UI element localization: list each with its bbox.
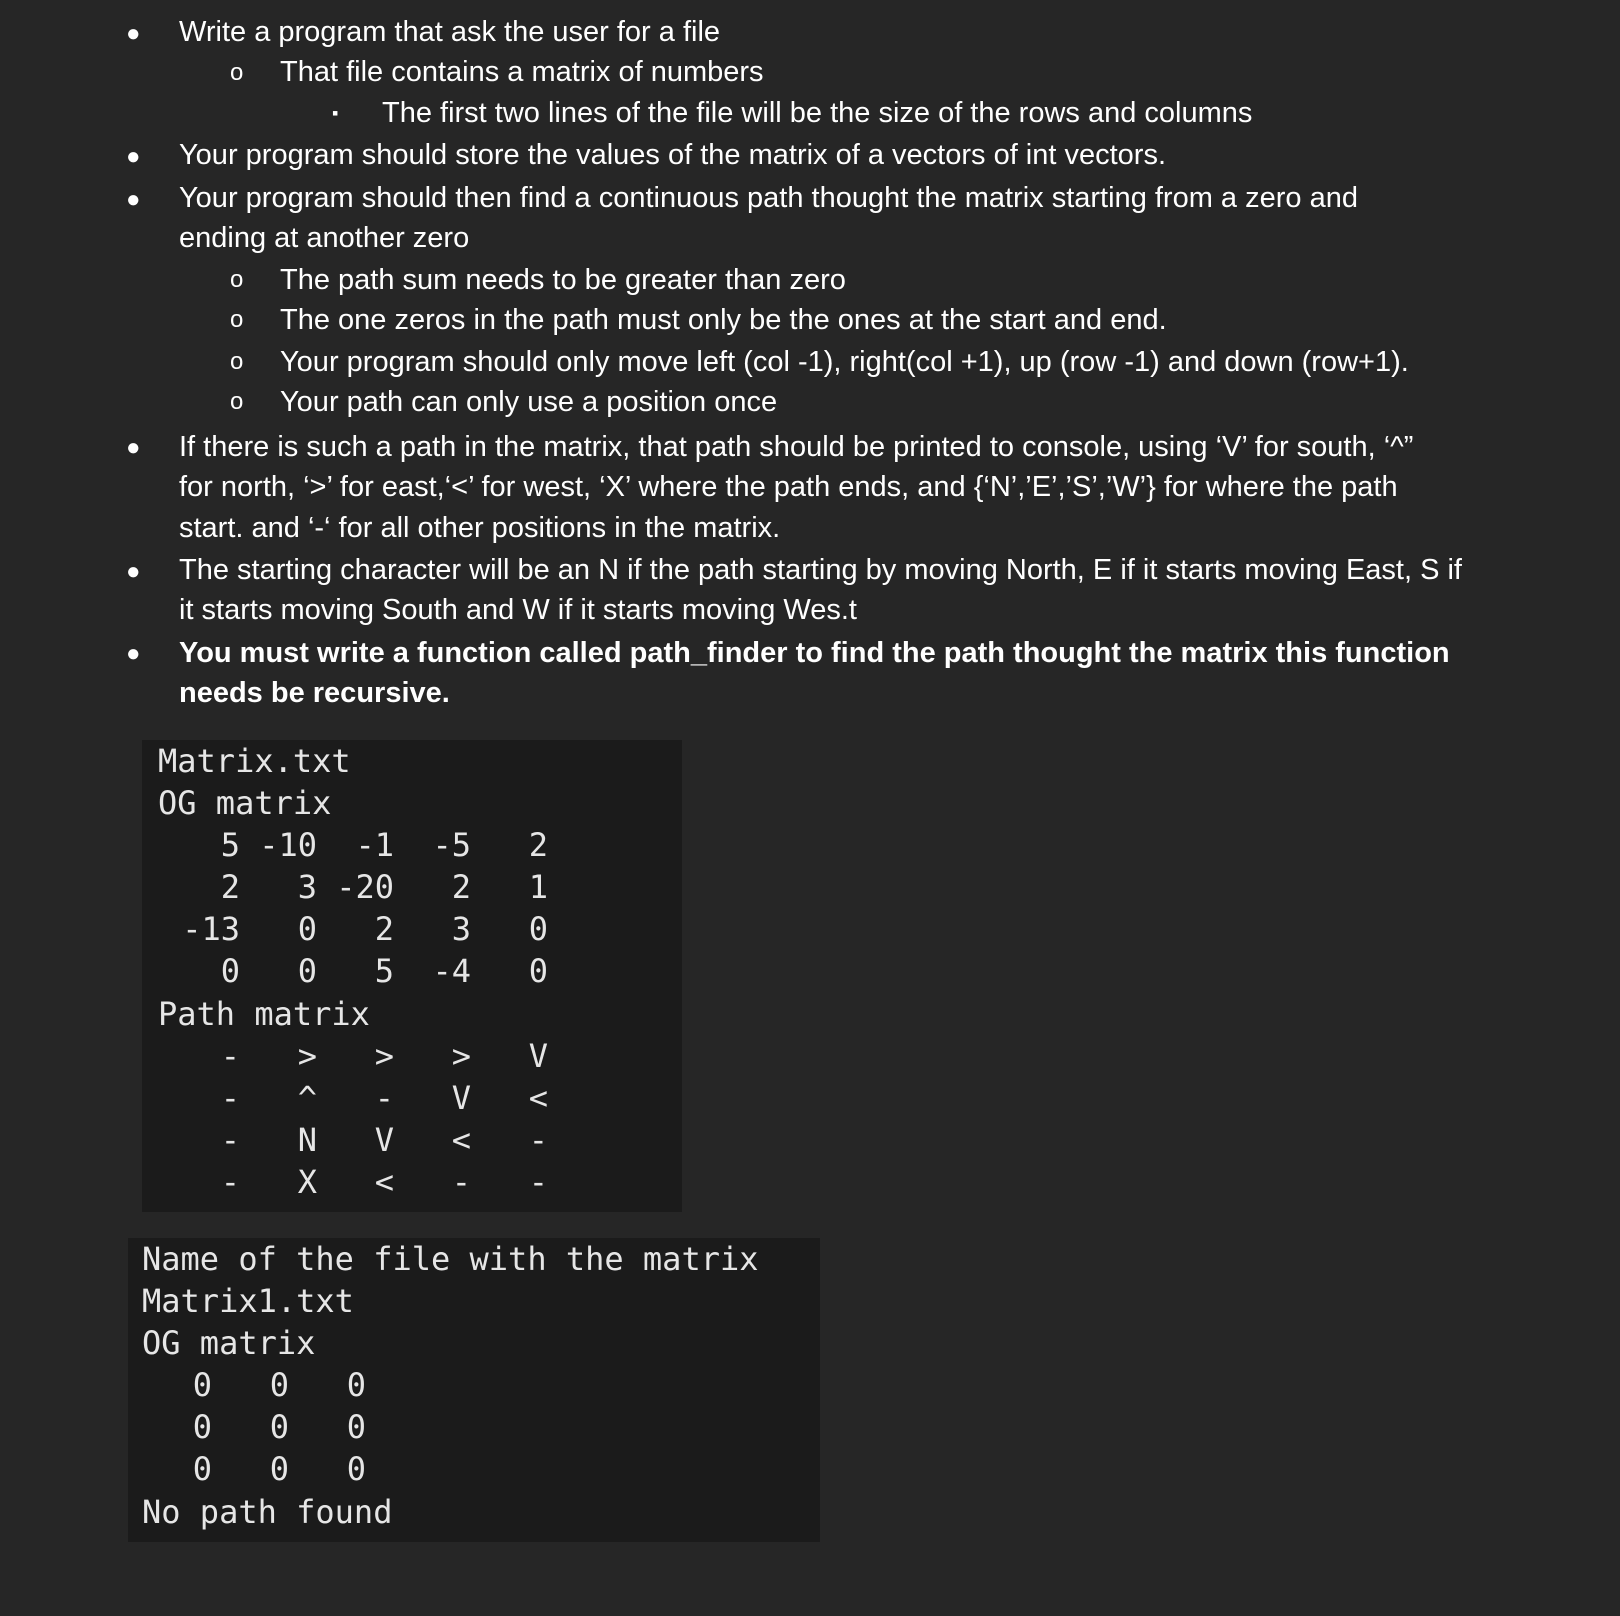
matrix-cell: 2 [451,868,471,906]
og-matrix-label: OG matrix [142,1324,316,1362]
matrix-cell: 0 [269,1408,289,1446]
bullet-marker: ● [126,20,141,47]
matrix-cell: 0 [192,1408,212,1446]
path-cell: - [374,1079,394,1117]
instruction-line: That file contains a matrix of numbers [280,56,764,88]
path-cell: < [451,1121,471,1159]
path-cell: X [297,1163,317,1201]
instruction-line: start. and ‘-‘ for all other positions in the matrix. [179,512,781,544]
instruction-line: ending at another zero [179,222,470,254]
matrix-cell: 0 [346,1408,366,1446]
bullet-marker: ● [126,434,141,461]
instruction-line: for north, ‘>’ for east,‘<’ for west, ‘X’ where the path ends, and {‘N’,’E’,’S’,’W’} for where the path [179,471,1398,503]
instruction-line: Your program should then find a continuous path thought the matrix starting from a zero and [179,182,1358,214]
bullet-marker: ● [126,186,141,213]
path-cell: - [220,1037,240,1075]
instruction-line: Your program should store the values of the matrix of a vectors of int vectors. [179,139,1167,171]
matrix-cell: 1 [528,868,548,906]
instruction-line: Your path can only use a position once [280,386,778,418]
instruction-line: Your program should only move left (col -1), right(col +1), up (row -1) and down (row+1). [280,346,1409,378]
matrix-cell: 0 [192,1450,212,1488]
path-cell: < [528,1079,548,1117]
matrix-cell: 0 [269,1450,289,1488]
console-output-1 [142,740,682,1212]
instruction-line: Write a program that ask the user for a file [179,16,721,48]
matrix-cell: -20 [336,868,394,906]
path-cell: > [297,1037,317,1075]
matrix-cell: 0 [528,952,548,990]
matrix-cell: 0 [346,1366,366,1404]
matrix-cell: 0 [346,1450,366,1488]
path-cell: - [451,1163,471,1201]
matrix-cell: -4 [432,952,471,990]
instruction-line-bold: You must write a function called path_finder to find the path thought the matrix this function [179,637,1450,669]
matrix-cell: 2 [220,868,240,906]
instruction-line-bold: needs be recursive. [179,677,450,709]
path-cell: - [220,1163,240,1201]
matrix-cell: 5 [220,826,240,864]
matrix-cell: 0 [297,910,317,948]
path-cell: - [220,1121,240,1159]
matrix-cell: 0 [528,910,548,948]
path-cell: - [528,1163,548,1201]
bullet-marker: o [230,306,244,333]
matrix-cell: 0 [192,1366,212,1404]
matrix-cell: -13 [182,910,240,948]
matrix-cell: 0 [220,952,240,990]
instruction-line: The path sum needs to be greater than zero [280,264,846,296]
matrix-cell: 5 [374,952,394,990]
instruction-line: If there is such a path in the matrix, that path should be printed to console, using ‘V’ for south, ‘^” [179,431,1414,463]
og-matrix-label: OG matrix [158,784,332,822]
path-cell: V [374,1121,394,1159]
matrix-cell: 0 [269,1366,289,1404]
bullet-marker: ▪ [332,103,339,123]
matrix-cell: 2 [374,910,394,948]
console-output-2 [128,1238,820,1542]
path-cell: > [374,1037,394,1075]
matrix-cell: 3 [297,868,317,906]
bullet-marker: ● [126,640,141,667]
bullet-marker: o [230,388,244,415]
console-filename: Matrix.txt [158,742,351,780]
matrix-cell: 3 [451,910,471,948]
matrix-cell: 2 [528,826,548,864]
matrix-cell: 0 [297,952,317,990]
instruction-line: The starting character will be an N if the path starting by moving North, E if it starts moving East, S if [179,554,1462,586]
matrix-cell: -10 [259,826,317,864]
path-cell: > [451,1037,471,1075]
no-path-result: No path found [142,1493,393,1531]
path-cell: V [451,1079,471,1117]
path-cell: < [374,1163,394,1201]
path-matrix-label: Path matrix [158,995,370,1033]
bullet-marker: o [230,348,244,375]
bullet-marker: o [230,266,244,293]
instruction-line: The first two lines of the file will be the size of the rows and columns [382,97,1253,129]
instruction-line: it starts moving South and W if it starts moving Wes.t [179,594,857,626]
bullet-marker: ● [126,558,141,585]
path-cell: ^ [297,1079,317,1117]
path-cell: - [220,1079,240,1117]
bullet-marker: o [230,59,244,86]
path-cell: V [528,1037,548,1075]
console-prompt: Name of the file with the matrix [142,1240,759,1278]
matrix-cell: -5 [432,826,471,864]
instruction-line: The one zeros in the path must only be the ones at the start and end. [280,304,1167,336]
bullet-marker: ● [126,143,141,170]
path-cell: N [297,1121,317,1159]
matrix-cell: -1 [355,826,394,864]
console-filename: Matrix1.txt [142,1282,354,1320]
path-cell: - [528,1121,548,1159]
